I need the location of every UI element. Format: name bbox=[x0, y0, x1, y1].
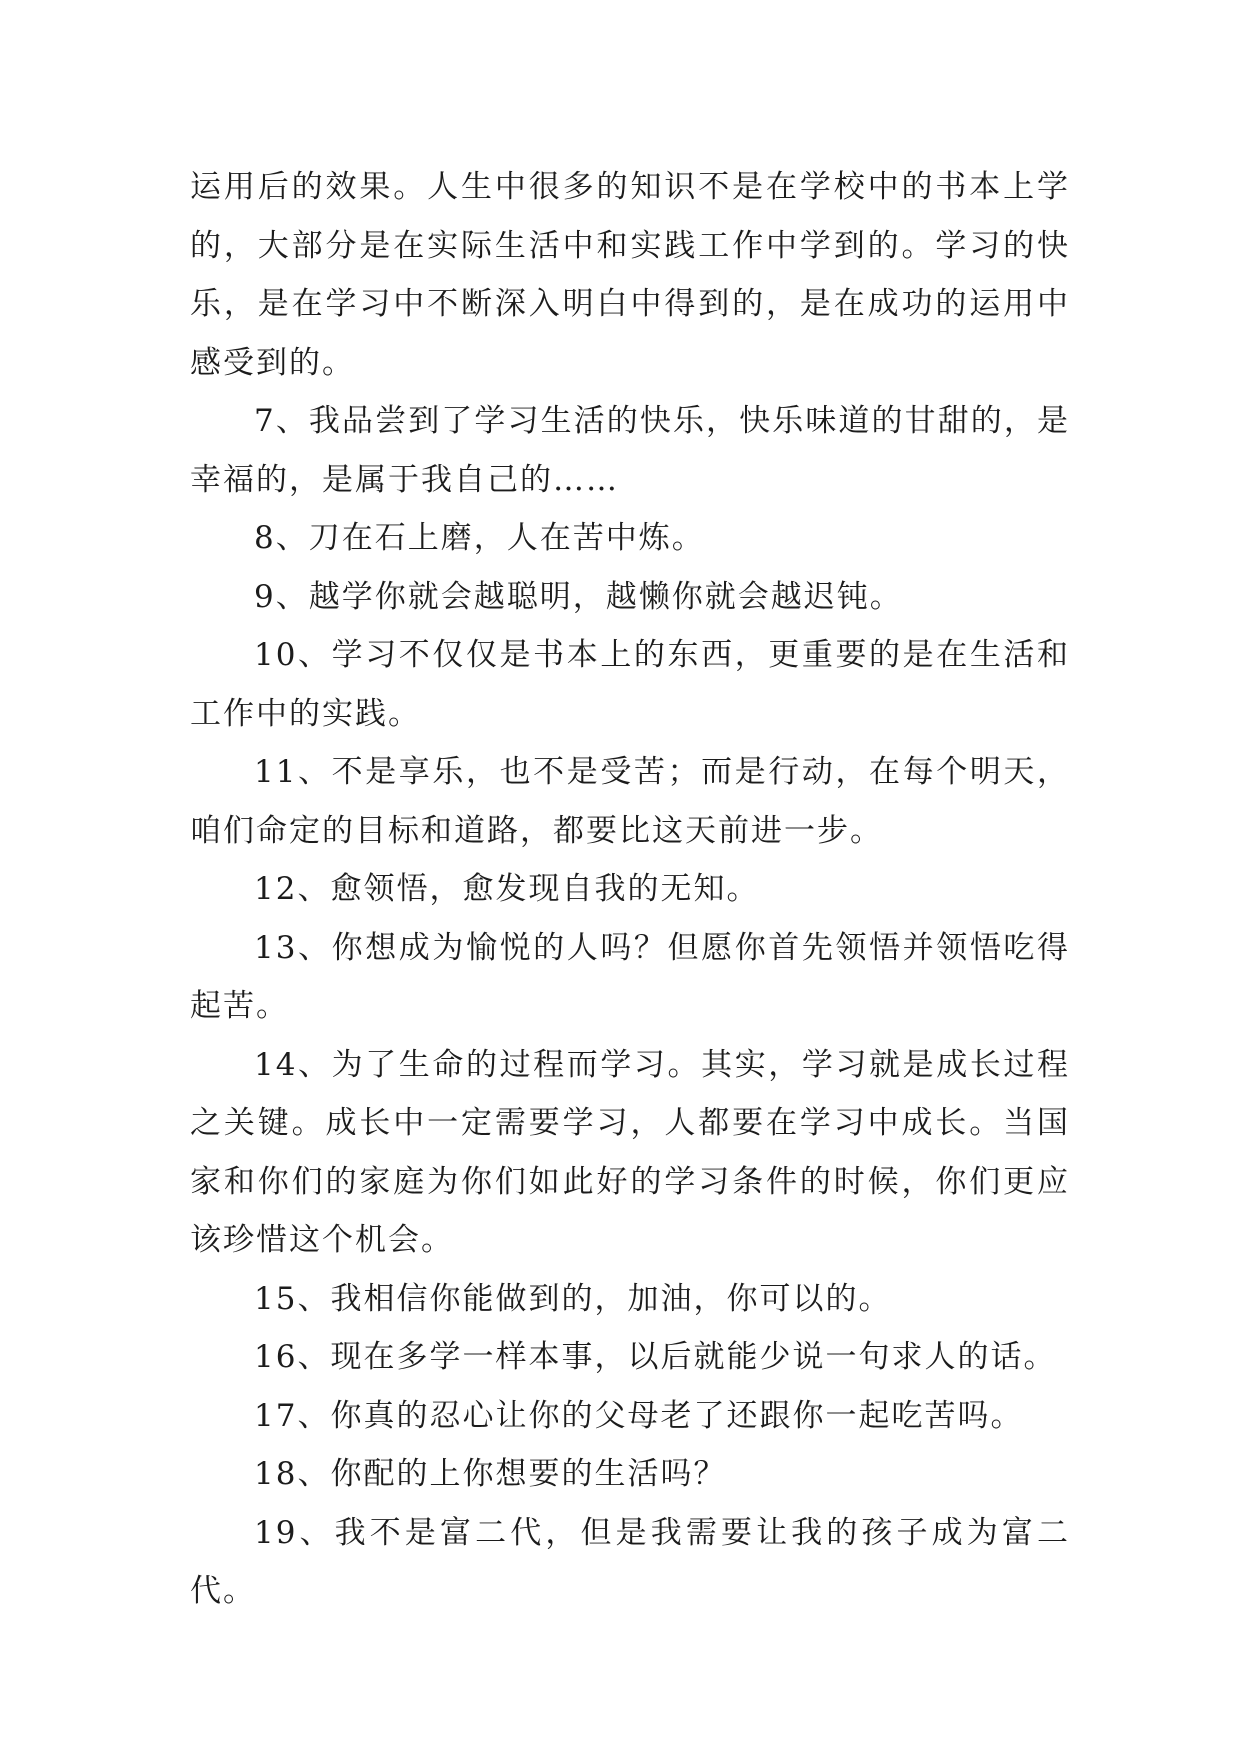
paragraph-item-10: 10、学习不仅仅是书本上的东西，更重要的是在生活和工作中的实践。 bbox=[190, 637, 1070, 732]
paragraph-item-13: 13、你想成为愉悦的人吗？但愿你首先领悟并领悟吃得起苦。 bbox=[190, 929, 1070, 1024]
document-body bbox=[190, 158, 1070, 1621]
paragraph-item-9: 9、越学你就会越聪明，越懒你就会越迟钝。 bbox=[254, 578, 903, 615]
paragraph-continuation: 运用后的效果。人生中很多的知识不是在学校中的书本上学的，大部分是在实际生活中和实践工作中学到的。学习的快乐，是在学习中不断深入明白中得到的，是在成功的运用中感受到的。 bbox=[190, 169, 1070, 381]
paragraph-item-15: 15、我相信你能做到的，加油，你可以的。 bbox=[254, 1280, 892, 1317]
paragraph-item-19: 19、我不是富二代，但是我需要让我的孩子成为富二代。 bbox=[190, 1514, 1070, 1609]
paragraph-item-12: 12、愈领悟，愈发现自我的无知。 bbox=[254, 871, 760, 907]
paragraph-item-17: 17、你真的忍心让你的父母老了还跟你一起吃苦吗。 bbox=[254, 1397, 1024, 1434]
paragraph-item-14: 14、为了生命的过程而学习。其实，学习就是成长过程之关键。成长中一定需要学习，人都要在学习中成长。当国家和你们的家庭为你们如此好的学习条件的时候，你们更应该珍惜这个机会。 bbox=[190, 1046, 1070, 1258]
paragraph-item-7: 7、我品尝到了学习生活的快乐，快乐味道的甘甜的，是幸福的，是属于我自己的…… bbox=[190, 403, 1070, 498]
paragraph-item-18: 18、你配的上你想要的生活吗？ bbox=[254, 1456, 727, 1492]
paragraph-item-11: 11、不是享乐，也不是受苦；而是行动，在每个明天，咱们命定的目标和道路，都要比这天前进一步。 bbox=[190, 754, 1070, 849]
paragraph-item-8: 8、刀在石上磨，人在苦中炼。 bbox=[254, 520, 705, 556]
paragraph-item-16: 16、现在多学一样本事，以后就能少说一句求人的话。 bbox=[254, 1339, 1057, 1375]
